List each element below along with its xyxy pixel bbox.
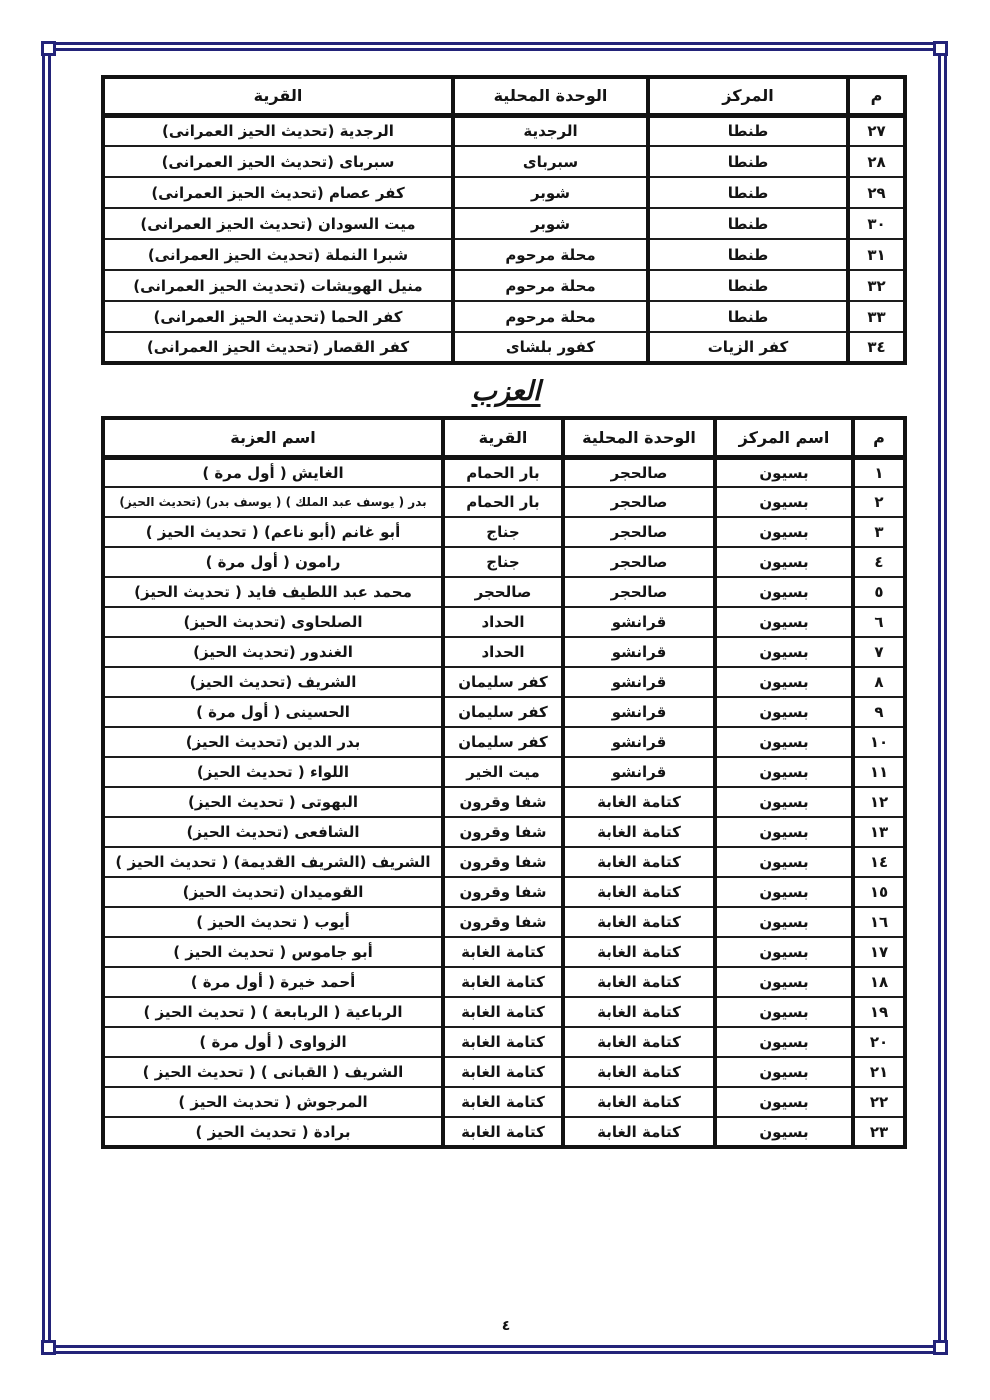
cell-unit: صالحجر: [563, 517, 715, 547]
cell-unit: كتامة الغابة: [563, 847, 715, 877]
frame-corner-ornament: [933, 1340, 948, 1355]
cell-village: جناج: [443, 547, 563, 577]
villages-table-body: [103, 115, 905, 363]
table-row: [103, 547, 905, 577]
cell-center: طنطا: [648, 115, 848, 146]
cell-ezba: الغايش ( أول مرة ): [103, 457, 443, 487]
cell-center: بسيون: [715, 877, 853, 907]
page-number: ٤: [501, 1318, 511, 1334]
cell-village: كتامة الغابة: [443, 937, 563, 967]
cell-unit: شوبر: [453, 208, 648, 239]
cell-village: شفا وقرون: [443, 877, 563, 907]
table-row: [103, 270, 905, 301]
cell-village: شفا وقرون: [443, 847, 563, 877]
table-row: [103, 1087, 905, 1117]
table-row: [103, 332, 905, 363]
cell-village: كفر الحما (تحديث الحيز العمرانى): [103, 301, 453, 332]
header-village: القرية: [103, 77, 453, 115]
cell-village: صالحجر: [443, 577, 563, 607]
header-village: القرية: [443, 418, 563, 457]
cell-unit: كتامة الغابة: [563, 1027, 715, 1057]
cell-index: ٥: [853, 577, 905, 607]
cell-unit: صالحجر: [563, 577, 715, 607]
cell-index: ١٦: [853, 907, 905, 937]
section-title: العزب: [471, 376, 541, 407]
table-row: [103, 637, 905, 667]
table-row: [103, 146, 905, 177]
cell-center: بسيون: [715, 457, 853, 487]
cell-index: ٢: [853, 487, 905, 517]
cell-index: ٢٢: [853, 1087, 905, 1117]
frame-corner-ornament: [41, 1340, 56, 1355]
cell-center: طنطا: [648, 177, 848, 208]
cell-village: كفر سليمان: [443, 697, 563, 727]
cell-unit: كتامة الغابة: [563, 877, 715, 907]
cell-village: كفر سليمان: [443, 727, 563, 757]
cell-ezba: البهوتى ( تحديث الحيز): [103, 787, 443, 817]
cell-index: ٨: [853, 667, 905, 697]
cell-ezba: الشريف (تحديث الحيز): [103, 667, 443, 697]
cell-index: ٣: [853, 517, 905, 547]
cell-village: كتامة الغابة: [443, 1057, 563, 1087]
frame-corner-ornament: [41, 41, 56, 56]
cell-center: طنطا: [648, 208, 848, 239]
table-row: [103, 757, 905, 787]
cell-ezba: أيوب ( تحديث الحيز ): [103, 907, 443, 937]
cell-village: بار الحمام: [443, 487, 563, 517]
cell-index: ٢٣: [853, 1117, 905, 1147]
cell-center: بسيون: [715, 1117, 853, 1147]
header-local-unit: الوحدة المحلية: [563, 418, 715, 457]
cell-ezba: رامون ( أول مرة ): [103, 547, 443, 577]
cell-village: كفر سليمان: [443, 667, 563, 697]
table-row: [103, 115, 905, 146]
table-row: [103, 517, 905, 547]
cell-index: ١: [853, 457, 905, 487]
cell-center: بسيون: [715, 1027, 853, 1057]
cell-index: ٢٠: [853, 1027, 905, 1057]
cell-unit: صالحجر: [563, 487, 715, 517]
cell-index: ٧: [853, 637, 905, 667]
cell-ezba: أحمد خيرة ( أول مرة ): [103, 967, 443, 997]
cell-center: بسيون: [715, 667, 853, 697]
cell-ezba: الحسينى ( أول مرة ): [103, 697, 443, 727]
table-row: [103, 697, 905, 727]
cell-center: بسيون: [715, 607, 853, 637]
cell-ezba: محمد عبد اللطيف فايد ( تحديث الحيز): [103, 577, 443, 607]
header-index: م: [853, 418, 905, 457]
table-row: [103, 487, 905, 517]
table-row: [103, 907, 905, 937]
cell-unit: كتامة الغابة: [563, 787, 715, 817]
cell-ezba: بدر ( يوسف عبد الملك ) ( يوسف بدر) (تحديث الحيز): [103, 487, 443, 517]
cell-unit: قرانشو: [563, 697, 715, 727]
cell-ezba: الشافعى (تحديث الحيز): [103, 817, 443, 847]
cell-unit: كتامة الغابة: [563, 937, 715, 967]
cell-index: ٣٢: [848, 270, 905, 301]
cell-center: بسيون: [715, 637, 853, 667]
cell-index: ٣٠: [848, 208, 905, 239]
cell-ezba: الزواوى ( أول مرة ): [103, 1027, 443, 1057]
cell-index: ٢١: [853, 1057, 905, 1087]
cell-village: جناج: [443, 517, 563, 547]
cell-index: ٢٨: [848, 146, 905, 177]
cell-unit: كتامة الغابة: [563, 997, 715, 1027]
cell-index: ٣٤: [848, 332, 905, 363]
cell-center: بسيون: [715, 547, 853, 577]
table-header-row: [103, 418, 905, 457]
cell-village: ميت السودان (تحديث الحيز العمرانى): [103, 208, 453, 239]
cell-center: بسيون: [715, 577, 853, 607]
ezbas-table-header: [103, 418, 905, 457]
header-index: م: [848, 77, 905, 115]
cell-ezba: أبو جاموس ( تحديث الحيز ): [103, 937, 443, 967]
cell-center: بسيون: [715, 847, 853, 877]
cell-village: شفا وقرون: [443, 817, 563, 847]
cell-ezba: الشريف ( القبانى ) ( تحديث الحيز ): [103, 1057, 443, 1087]
cell-index: ١١: [853, 757, 905, 787]
cell-center: بسيون: [715, 487, 853, 517]
cell-index: ٢٩: [848, 177, 905, 208]
cell-village: كفر القصار (تحديث الحيز العمرانى): [103, 332, 453, 363]
villages-table-header: [103, 77, 905, 115]
cell-unit: قرانشو: [563, 607, 715, 637]
cell-index: ٦: [853, 607, 905, 637]
header-ezba-name: اسم العزبة: [103, 418, 443, 457]
header-center-name: اسم المركز: [715, 418, 853, 457]
ezbas-table-body: [103, 457, 905, 1147]
cell-ezba: القوميدان (تحديث الحيز): [103, 877, 443, 907]
cell-index: ٢٧: [848, 115, 905, 146]
cell-ezba: المرجوش ( تحديث الحيز ): [103, 1087, 443, 1117]
cell-center: طنطا: [648, 270, 848, 301]
cell-center: كفر الزيات: [648, 332, 848, 363]
cell-village: الحداد: [443, 607, 563, 637]
cell-village: كتامة الغابة: [443, 1117, 563, 1147]
cell-center: بسيون: [715, 757, 853, 787]
cell-unit: شوبر: [453, 177, 648, 208]
table-row: [103, 607, 905, 637]
cell-unit: سبرباى: [453, 146, 648, 177]
cell-center: بسيون: [715, 1087, 853, 1117]
cell-village: شفا وقرون: [443, 787, 563, 817]
cell-index: ١٩: [853, 997, 905, 1027]
cell-index: ١٥: [853, 877, 905, 907]
cell-village: سبرباى (تحديث الحيز العمرانى): [103, 146, 453, 177]
ezbas-table: [101, 416, 907, 1149]
cell-unit: كتامة الغابة: [563, 967, 715, 997]
table-row: [103, 1057, 905, 1087]
cell-village: شفا وقرون: [443, 907, 563, 937]
cell-ezba: الشريف (الشريف القديمة) ( تحديث الحيز ): [103, 847, 443, 877]
cell-index: ١٢: [853, 787, 905, 817]
cell-village: كتامة الغابة: [443, 1027, 563, 1057]
table-row: [103, 1117, 905, 1147]
cell-unit: كفور بلشاى: [453, 332, 648, 363]
cell-unit: قرانشو: [563, 637, 715, 667]
page-content: [105, 75, 907, 1149]
cell-center: طنطا: [648, 301, 848, 332]
table-row: [103, 457, 905, 487]
cell-ezba: اللواء ( تحديث الحيز): [103, 757, 443, 787]
cell-unit: محلة مرحوم: [453, 239, 648, 270]
cell-center: بسيون: [715, 817, 853, 847]
cell-ezba: الغندور (تحديث الحيز): [103, 637, 443, 667]
cell-ezba: بدر الدين (تحديث الحيز): [103, 727, 443, 757]
cell-center: طنطا: [648, 146, 848, 177]
cell-unit: كتامة الغابة: [563, 1087, 715, 1117]
table-row: [103, 877, 905, 907]
cell-center: طنطا: [648, 239, 848, 270]
cell-village: الحداد: [443, 637, 563, 667]
cell-ezba: الصلحاوى (تحديث الحيز): [103, 607, 443, 637]
cell-center: بسيون: [715, 787, 853, 817]
cell-center: بسيون: [715, 517, 853, 547]
frame-corner-ornament: [933, 41, 948, 56]
cell-village: شبرا النملة (تحديث الحيز العمرانى): [103, 239, 453, 270]
cell-village: بار الحمام: [443, 457, 563, 487]
cell-center: بسيون: [715, 697, 853, 727]
table-row: [103, 577, 905, 607]
table-header-row: [103, 77, 905, 115]
cell-unit: محلة مرحوم: [453, 301, 648, 332]
cell-unit: كتامة الغابة: [563, 1057, 715, 1087]
cell-unit: كتامة الغابة: [563, 817, 715, 847]
cell-ezba: الرباعية ( الربابعة ) ( تحديث الحيز ): [103, 997, 443, 1027]
cell-unit: قرانشو: [563, 757, 715, 787]
table-row: [103, 787, 905, 817]
cell-index: ١٠: [853, 727, 905, 757]
header-local-unit: الوحدة المحلية: [453, 77, 648, 115]
table-row: [103, 997, 905, 1027]
cell-index: ٤: [853, 547, 905, 577]
cell-village: كتامة الغابة: [443, 1087, 563, 1117]
cell-unit: صالحجر: [563, 457, 715, 487]
cell-unit: قرانشو: [563, 667, 715, 697]
cell-center: بسيون: [715, 907, 853, 937]
cell-village: الرجدية (تحديث الحيز العمرانى): [103, 115, 453, 146]
cell-index: ٩: [853, 697, 905, 727]
cell-center: بسيون: [715, 727, 853, 757]
cell-center: بسيون: [715, 937, 853, 967]
cell-ezba: أبو غانم (أبو ناعم) ( تحديث الحيز ): [103, 517, 443, 547]
table-row: [103, 239, 905, 270]
table-row: [103, 667, 905, 697]
table-row: [103, 817, 905, 847]
cell-village: كتامة الغابة: [443, 967, 563, 997]
cell-village: منيل الهويشات (تحديث الحيز العمرانى): [103, 270, 453, 301]
cell-index: ٣٣: [848, 301, 905, 332]
cell-center: بسيون: [715, 1057, 853, 1087]
table-row: [103, 301, 905, 332]
cell-index: ١٣: [853, 817, 905, 847]
cell-unit: محلة مرحوم: [453, 270, 648, 301]
cell-index: ١٨: [853, 967, 905, 997]
table-row: [103, 847, 905, 877]
cell-unit: قرانشو: [563, 727, 715, 757]
cell-village: كفر عصام (تحديث الحيز العمرانى): [103, 177, 453, 208]
table-row: [103, 967, 905, 997]
table-row: [103, 208, 905, 239]
cell-index: ١٤: [853, 847, 905, 877]
villages-table: [101, 75, 907, 365]
cell-ezba: برادة ( تحديث الحيز ): [103, 1117, 443, 1147]
table-row: [103, 177, 905, 208]
cell-village: ميت الخير: [443, 757, 563, 787]
table-row: [103, 727, 905, 757]
cell-unit: كتامة الغابة: [563, 1117, 715, 1147]
table-row: [103, 1027, 905, 1057]
cell-index: ١٧: [853, 937, 905, 967]
cell-village: كتامة الغابة: [443, 997, 563, 1027]
table-row: [103, 937, 905, 967]
cell-unit: الرجدية: [453, 115, 648, 146]
cell-center: بسيون: [715, 997, 853, 1027]
cell-index: ٣١: [848, 239, 905, 270]
cell-unit: صالحجر: [563, 547, 715, 577]
header-center: المركز: [648, 77, 848, 115]
cell-center: بسيون: [715, 967, 853, 997]
cell-unit: كتامة الغابة: [563, 907, 715, 937]
